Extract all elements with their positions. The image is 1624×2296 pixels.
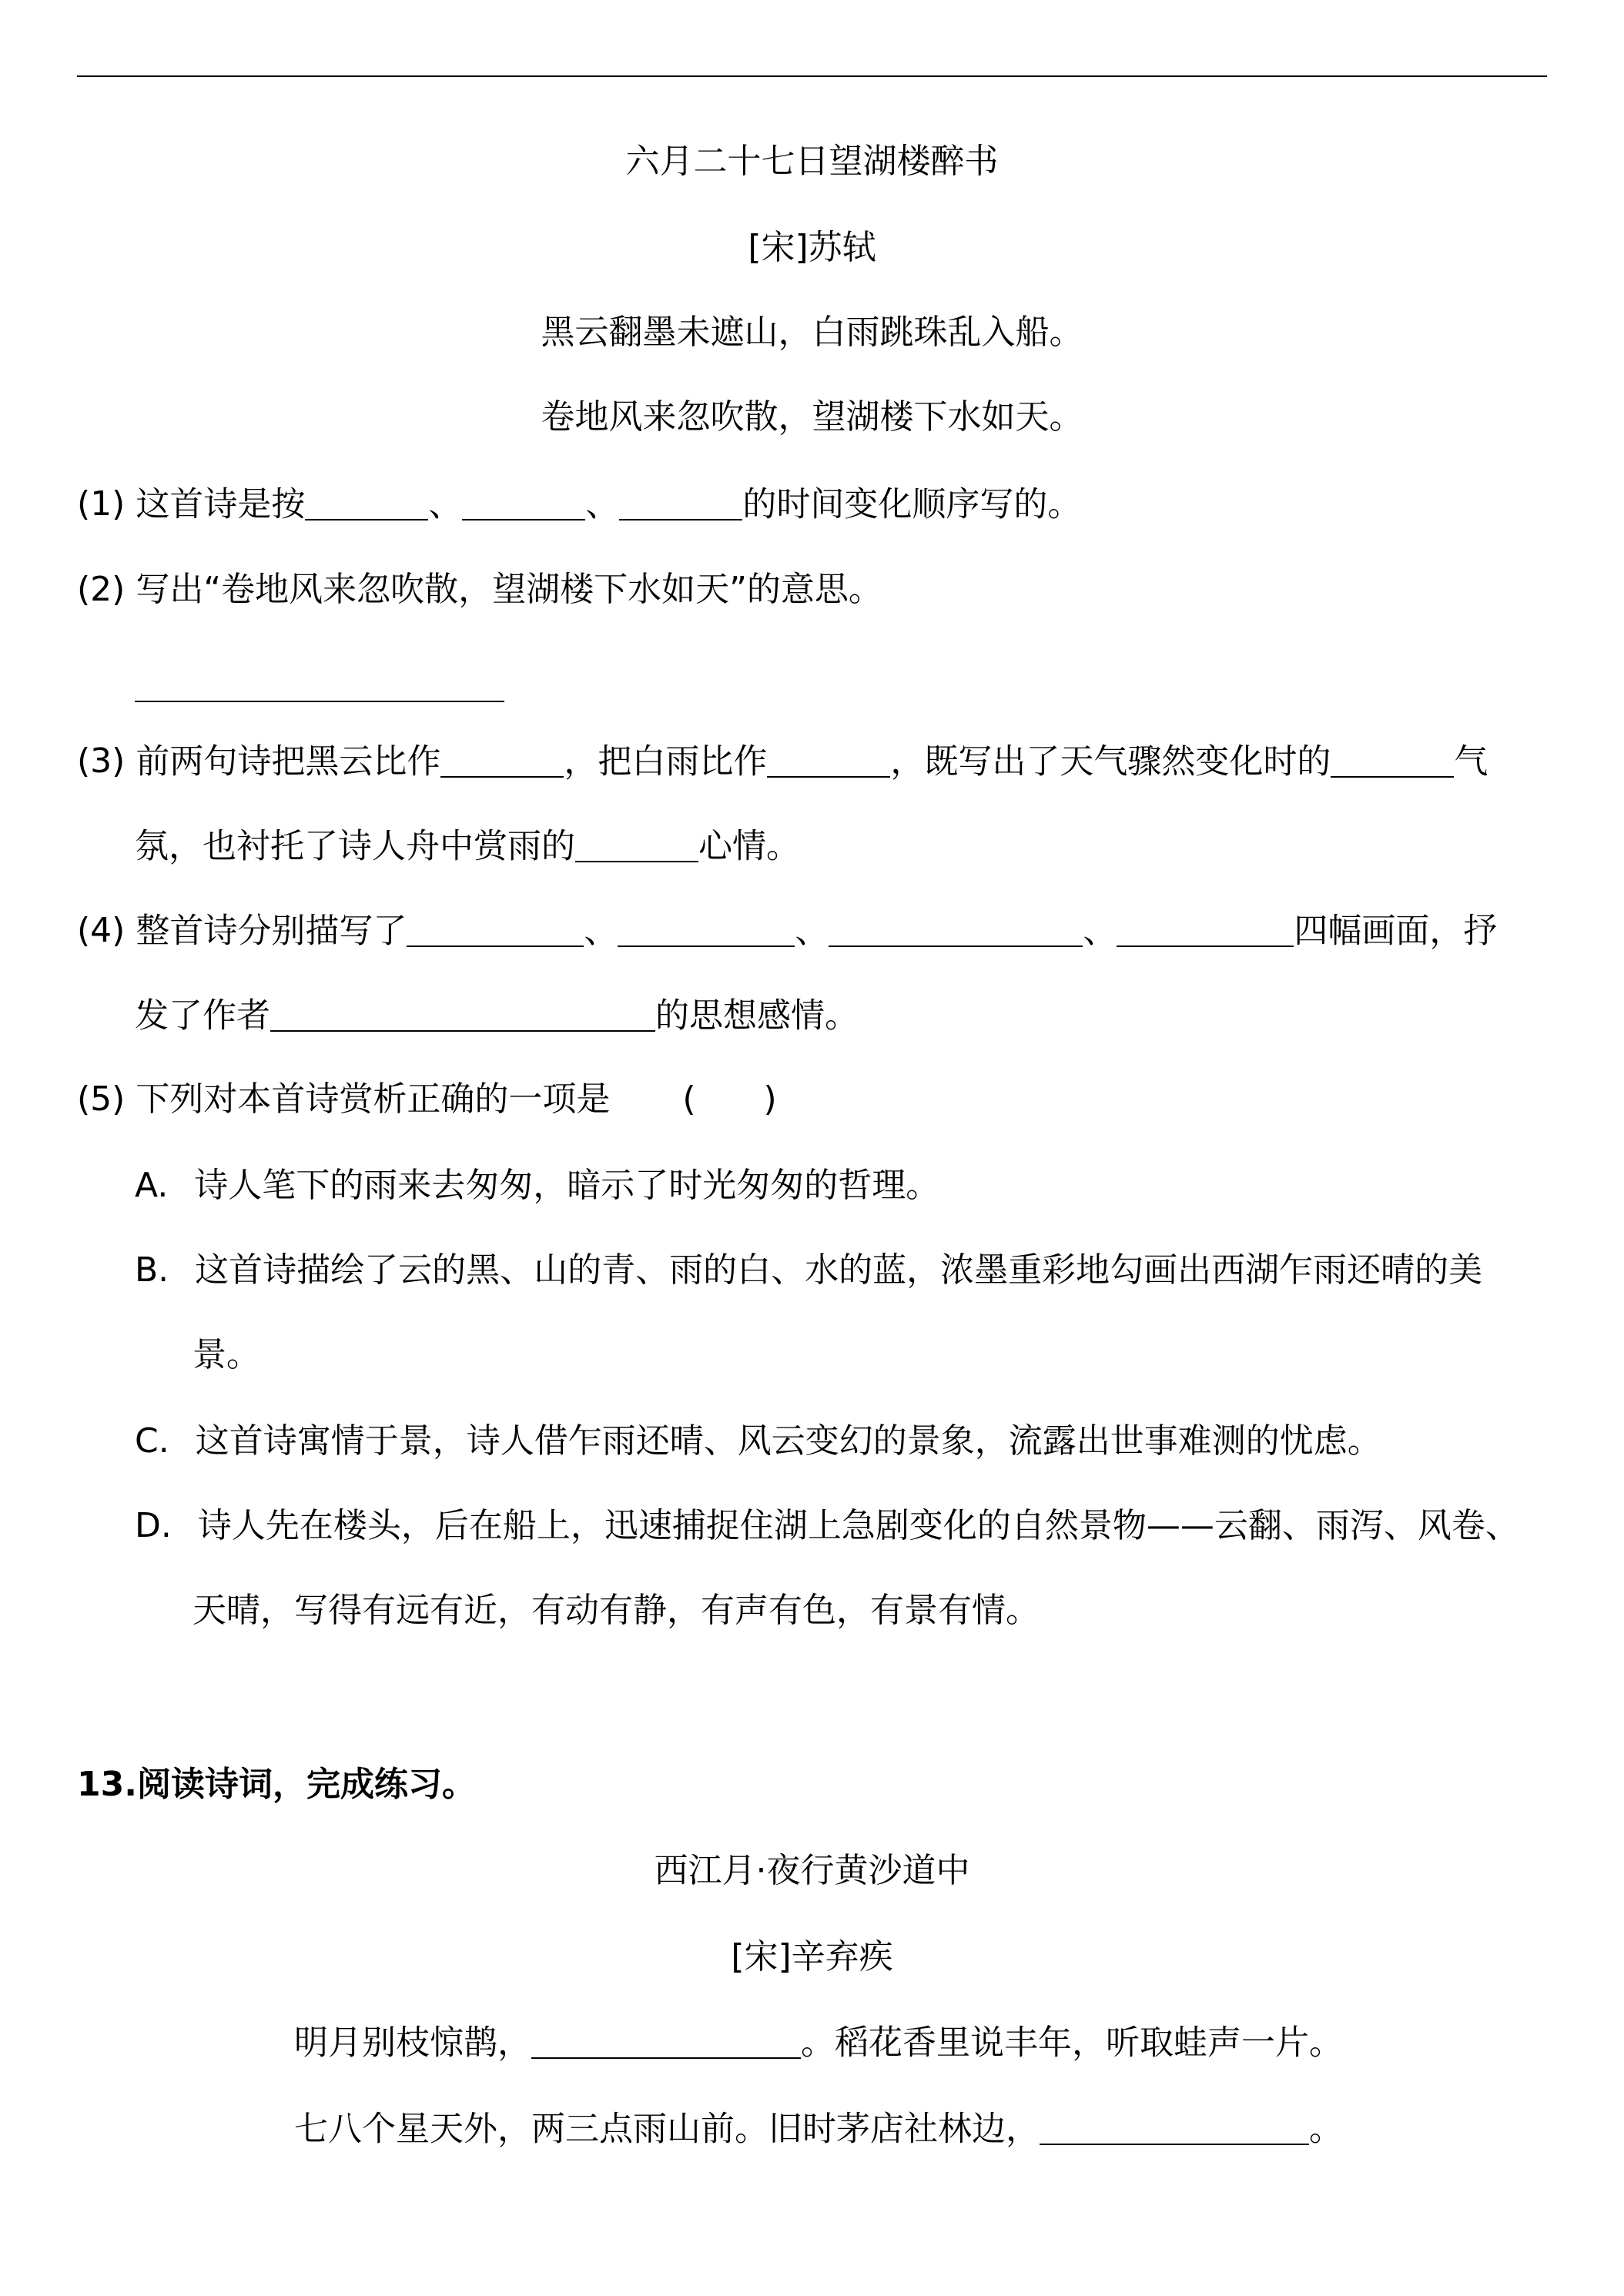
option-c[interactable]	[135, 1423, 1381, 1460]
option-text: 诗人笔下的雨来去匆匆，暗示了时光匆匆的哲理。	[194, 1166, 940, 1205]
separator: 、	[428, 484, 463, 524]
answer-blank[interactable]	[135, 667, 504, 702]
option-label: A.	[135, 1166, 169, 1205]
option-text: 这首诗寓情于景，诗人借乍雨还晴、风云变幻的景象，流露出世事难测的忧虑。	[195, 1421, 1381, 1461]
answer-blank[interactable]	[767, 742, 890, 778]
answer-blank[interactable]	[407, 912, 584, 947]
question-text: 这首诗是按	[136, 484, 306, 524]
answer-blank[interactable]	[619, 485, 742, 520]
question-number: (3)	[77, 741, 126, 782]
question-4-cont	[135, 996, 859, 1035]
question-text: 写出“卷地风来忽吹散，望湖楼下水如天”的意思。	[136, 570, 882, 609]
option-label: C.	[135, 1421, 169, 1461]
answer-line[interactable]	[135, 667, 504, 705]
poem-text: 七八个星天外，两三点雨山前。旧时茅店社林边，	[294, 2109, 1040, 2149]
question-number: (1)	[77, 484, 126, 524]
answer-blank[interactable]	[305, 485, 428, 520]
answer-blank[interactable]	[270, 996, 655, 1032]
question-1	[77, 485, 1081, 524]
poem-line: 黑云翻墨未遮山，白雨跳珠乱入船。	[541, 313, 1083, 352]
separator: 、	[795, 911, 829, 951]
question-text: 整首诗分别描写了	[136, 911, 407, 951]
question-3-cont	[135, 827, 800, 865]
answer-blank[interactable]	[440, 742, 564, 778]
separator: 、	[585, 484, 620, 524]
option-label: B.	[135, 1250, 169, 1290]
poem-title: 西江月·夜行黄沙道中	[654, 1851, 970, 1890]
answer-blank[interactable]	[462, 485, 585, 520]
poem-title: 六月二十七日望湖楼醉书	[625, 142, 999, 181]
poem-line: 卷地风来忽吹散，望湖楼下水如天。	[541, 397, 1083, 437]
question-text: 气	[1454, 741, 1488, 782]
separator: 、	[1083, 911, 1117, 951]
option-b-cont: 景。	[193, 1335, 260, 1374]
question-13-heading: 13.阅读诗词，完成练习。	[77, 1765, 476, 1804]
poem-text: 。稻花香里说丰年，听取蛙声一片。	[801, 2023, 1343, 2063]
question-2	[77, 571, 882, 608]
option-d-cont: 天晴，写得有远有近，有动有静，有声有色，有景有情。	[193, 1591, 1040, 1630]
question-3	[77, 742, 1488, 781]
option-d[interactable]	[135, 1508, 1519, 1545]
poem-author: [宋]辛弃疾	[731, 1937, 893, 1976]
option-b[interactable]	[135, 1252, 1482, 1289]
question-number: (4)	[77, 911, 126, 951]
question-text: ，既写出了天气骤然变化时的	[890, 741, 1331, 782]
question-text: 下列对本首诗赏析正确的一项是	[136, 1079, 611, 1119]
question-text: 心情。	[698, 826, 800, 866]
answer-blank[interactable]	[1331, 742, 1454, 778]
question-text: 前两句诗把黑云比作	[136, 741, 441, 782]
question-text: 的思想感情。	[655, 996, 859, 1036]
poem-text: 明月别枝惊鹊，	[294, 2023, 531, 2063]
poem-author: [宋]苏轼	[748, 228, 876, 267]
option-a[interactable]	[135, 1167, 939, 1204]
answer-blank[interactable]	[1117, 912, 1294, 947]
answer-blank[interactable]	[1040, 2110, 1309, 2145]
answer-parentheses[interactable]: ( )	[682, 1079, 777, 1119]
option-text: 诗人先在楼头，后在船上，迅速捕捉住湖上急剧变化的自然景物——云翻、雨泻、风卷、	[197, 1506, 1519, 1545]
answer-blank[interactable]	[531, 2023, 801, 2059]
question-5	[77, 1081, 777, 1118]
question-text: 的时间变化顺序写的。	[742, 484, 1082, 524]
question-text: 氛，也衬托了诗人舟中赏雨的	[135, 826, 575, 866]
question-number: (5)	[77, 1079, 126, 1119]
question-4	[77, 912, 1497, 950]
top-rule	[77, 75, 1547, 77]
question-text: ，把白雨比作	[564, 741, 768, 782]
question-number: (2)	[77, 570, 126, 609]
question-text: 四幅画面，抒	[1294, 911, 1498, 951]
answer-blank[interactable]	[575, 827, 698, 862]
poem-line	[294, 2110, 1343, 2148]
option-label: D.	[135, 1506, 172, 1545]
separator: 、	[584, 911, 618, 951]
answer-blank[interactable]	[618, 912, 795, 947]
answer-blank[interactable]	[829, 912, 1083, 947]
question-text: 发了作者	[135, 996, 270, 1036]
option-text: 这首诗描绘了云的黑、山的青、雨的白、水的蓝，浓墨重彩地勾画出西湖乍雨还晴的美	[195, 1250, 1483, 1290]
poem-line	[294, 2023, 1343, 2062]
poem-text: 。	[1309, 2109, 1343, 2149]
